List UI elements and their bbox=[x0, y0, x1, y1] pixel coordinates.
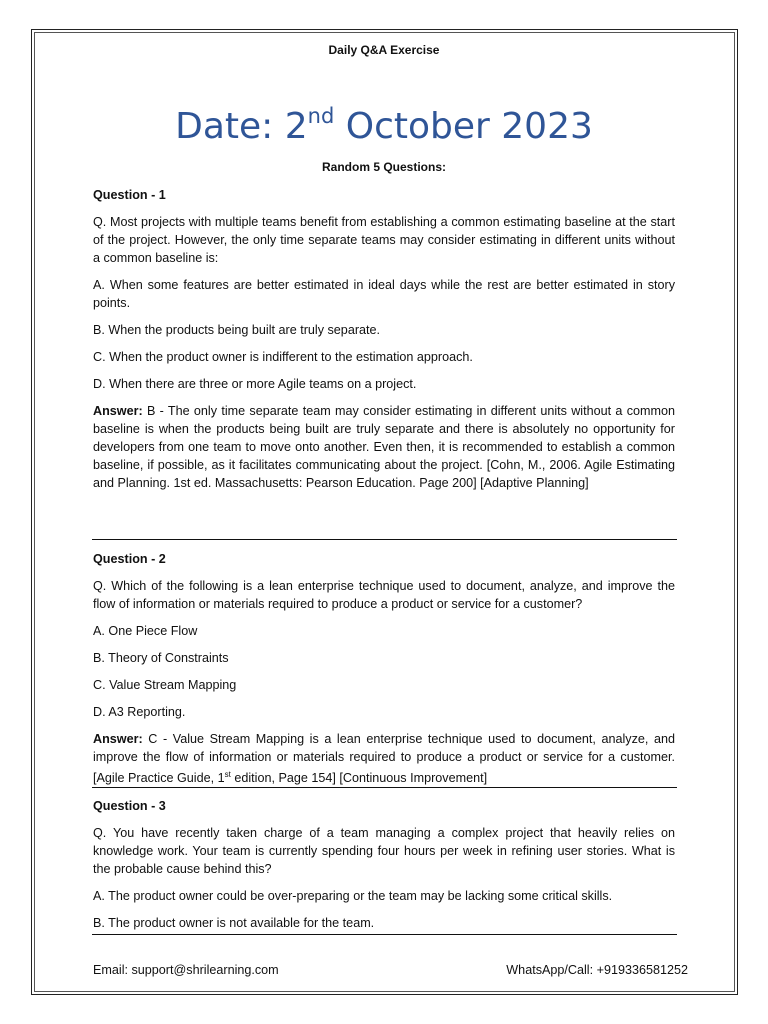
date-prefix: Date: 2 bbox=[175, 106, 308, 147]
question-2-option-c: C. Value Stream Mapping bbox=[93, 678, 237, 692]
question-2-option-d: D. A3 Reporting. bbox=[93, 705, 186, 719]
date-ordinal: nd bbox=[307, 104, 335, 128]
date-rest: October 2023 bbox=[334, 106, 593, 147]
page-header: Daily Q&A Exercise bbox=[328, 43, 440, 57]
date-title bbox=[0, 104, 768, 147]
question-3-block bbox=[93, 797, 675, 941]
question-3-option-b: B. The product owner is not available for the team. bbox=[93, 916, 375, 930]
question-2-text: Q. Which of the following is a lean enterprise technique used to document, analyze, and improve the flow of information or materials required to produce a product or service for a customer? bbox=[93, 579, 675, 611]
question-1-text: Q. Most projects with multiple teams benefit from establishing a common estimating baseline at the start of the project. However, the only time separate teams may consider estimating in different units without a common baseline is: bbox=[93, 215, 675, 265]
question-1-answer-text: B - The only time separate team may consider estimating in different units without a common baseline is when the products being built are truly separate and there is absolutely no opportunity for developers from one team to move onto another. Even then, it is recommended to establish a common baseline, if possible, as it facilitates communicating about the project. [Cohn, M., 2006. Agile Estimating and Planning. 1st ed. Massachusetts: Pearson Education. Page 200] [Adaptive Planning] bbox=[93, 404, 675, 490]
question-1-option-c: C. When the product owner is indifferent to the estimation approach. bbox=[93, 350, 473, 364]
question-2-option-a: A. One Piece Flow bbox=[93, 624, 198, 638]
answer-label: Answer: bbox=[93, 404, 143, 418]
question-2-label: Question - 2 bbox=[93, 552, 166, 566]
question-2-option-b: B. Theory of Constraints bbox=[93, 651, 229, 665]
footer-phone: WhatsApp/Call: +919336581252 bbox=[506, 963, 688, 977]
question-3-option-a: A. The product owner could be over-preparing or the team may be lacking some critical skills. bbox=[93, 889, 613, 903]
question-2-answer-text: C - Value Stream Mapping is a lean enterprise technique used to document, analyze, and improve the flow of information or materials required to produce a product or service for a customer. [Agile Practice Guide, 1 bbox=[93, 732, 675, 785]
question-3-text: Q. You have recently taken charge of a team managing a complex project that heavily relies on knowledge work. Your team is currently spending four hours per week in refining user stories. What is the probable cause behind this? bbox=[93, 826, 675, 876]
question-1-block bbox=[93, 186, 675, 501]
ordinal-suffix: st bbox=[224, 770, 231, 779]
question-1-option-a: A. When some features are better estimated in ideal days while the rest are better estimated in story points. bbox=[93, 278, 675, 310]
divider bbox=[92, 539, 677, 540]
divider bbox=[92, 934, 677, 935]
answer-label: Answer: bbox=[93, 732, 143, 746]
question-1-option-d: D. When there are three or more Agile teams on a project. bbox=[93, 377, 417, 391]
question-2-block bbox=[93, 550, 675, 796]
question-2-answer bbox=[93, 730, 675, 787]
question-1-option-b: B. When the products being built are truly separate. bbox=[93, 323, 381, 337]
question-3-label: Question - 3 bbox=[93, 799, 166, 813]
subheading: Random 5 Questions: bbox=[321, 160, 446, 174]
divider bbox=[92, 787, 677, 788]
question-1-label: Question - 1 bbox=[93, 188, 166, 202]
footer-email: Email: support@shrilearning.com bbox=[93, 963, 279, 977]
question-1-answer bbox=[93, 402, 675, 492]
question-2-answer-text-end: edition, Page 154] [Continuous Improvement] bbox=[230, 771, 488, 785]
